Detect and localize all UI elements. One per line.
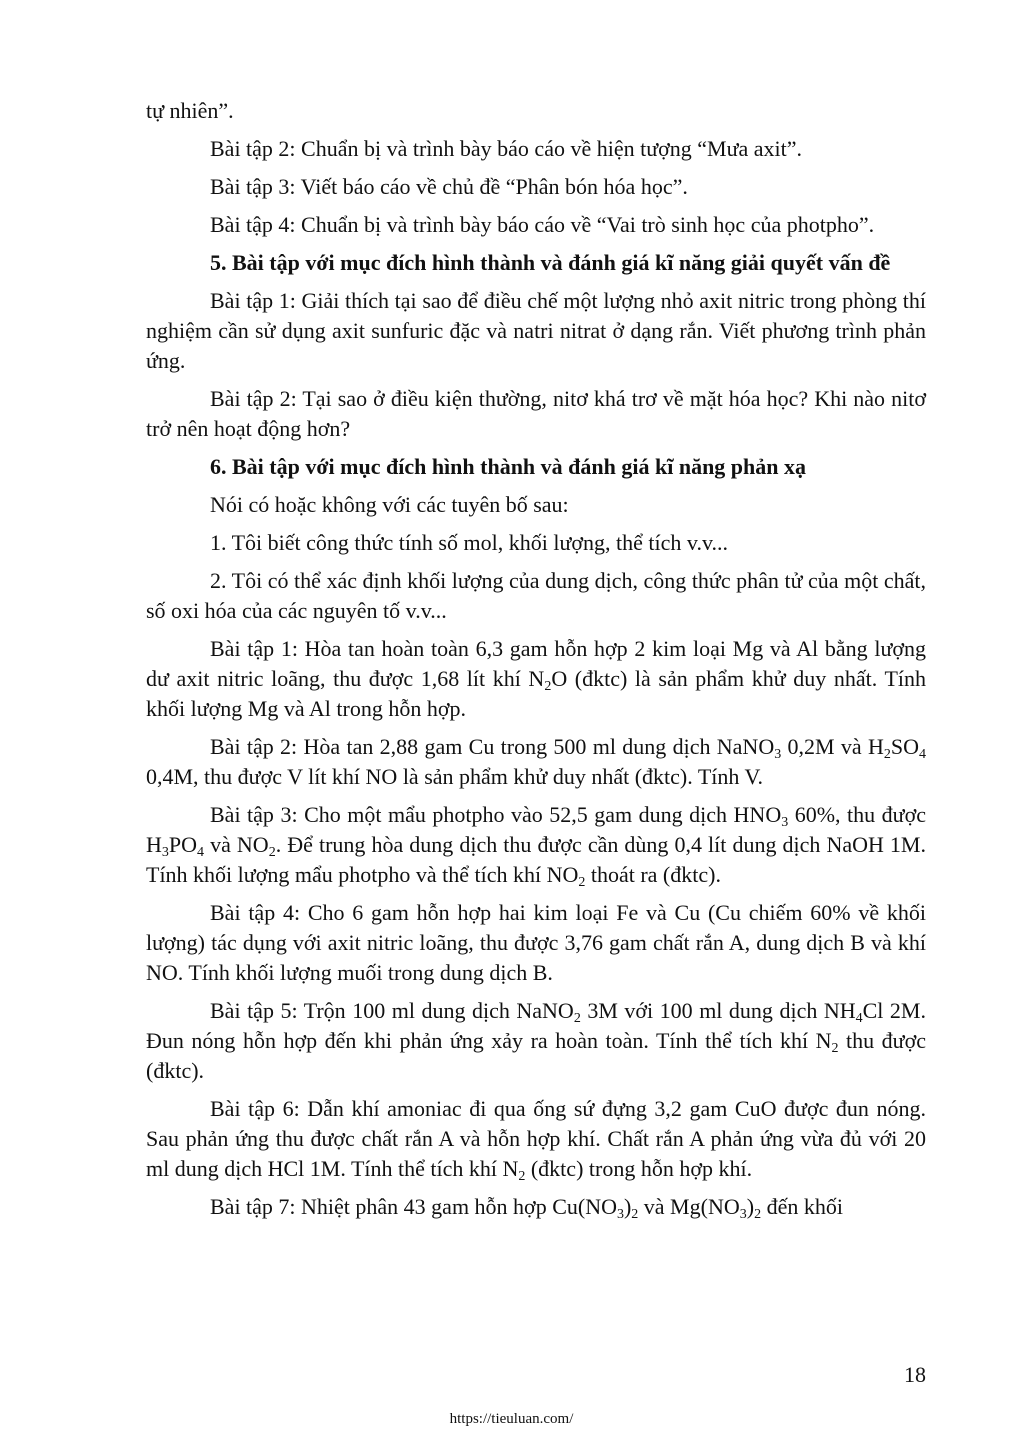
problem-solving-exercise-2: Bài tập 2: Tại sao ở điều kiện thường, nitơ khá trơ về mặt hóa học? Khi nào nitơ trở nên hoạt động hơn? (146, 386, 926, 441)
exercise-2-report: Bài tập 2: Chuẩn bị và trình bày báo cáo về hiện tượng “Mưa axit”. (210, 136, 803, 161)
instruction-line: Nói có hoặc không với các tuyên bố sau: (210, 492, 569, 517)
section-heading-5: 5. Bài tập với mục đích hình thành và đánh giá kĩ năng giải quyết vấn đề (210, 250, 891, 275)
exercise-3-report: Bài tập 3: Viết báo cáo về chủ đề “Phân bón hóa học”. (210, 174, 688, 199)
paragraph-continuation: tự nhiên”. (146, 98, 234, 123)
section-heading-6: 6. Bài tập với mục đích hình thành và đánh giá kĩ năng phản xạ (210, 454, 807, 479)
footer-url: https://tieuluan.com/ (449, 1411, 574, 1427)
reflex-exercise-4: Bài tập 4: Cho 6 gam hỗn hợp hai kim loại Fe và Cu (Cu chiếm 60% về khối lượng) tác dụng với axit nitric loãng, thu được 3,76 gam chất rắn A, dung dịch B và khí NO. Tính khối lượng muối trong dung dịch B. (146, 900, 926, 985)
reflex-exercise-2: Bài tập 2: Hòa tan 2,88 gam Cu trong 500 ml dung dịch NaNO$_3$ 0,2M và $H_2SO_4$ 0,4M, thu được V lít khí NO là sản phẩm khử duy nhất (đktc). Tính V. (146, 734, 926, 789)
document-body (146, 96, 926, 1230)
problem-solving-exercise-1: Bài tập 1: Giải thích tại sao để điều chế một lượng nhỏ axit nitric trong phòng thí nghiệm cần sử dụng axit sunfuric đặc và natri nitrat ở dạng rắn. Viết phương trình phản ứng. (146, 288, 926, 373)
page-number: 18 (904, 1362, 926, 1387)
exercise-4-report: Bài tập 4: Chuẩn bị và trình bày báo cáo về “Vai trò sinh học của photpho”. (210, 212, 875, 237)
reflex-exercise-3: Bài tập 3: Cho một mẩu photpho vào 52,5 gam dung dịch $HNO_3$ 60%, thu được $H_3PO_4$ và $NO_2$. Để trung hòa dung dịch thu được cần dùng 0,4 lít dung dịch NaOH 1M. Tính khối lượng mẩu photpho và thể tích khí $NO_2$ thoát ra (đktc). (146, 802, 927, 890)
reflex-exercise-6: Bài tập 6: Dẫn khí amoniac đi qua ống sứ đựng 3,2 gam CuO được đun nóng. Sau phản ứng thu được chất rắn A và hỗn hợp khí. Chất rắn A phản ứng vừa đủ với 20 ml dung dịch HCl 1M. Tính thể tích khí $N_2$ (đktc) trong hỗn hợp khí. (146, 1096, 926, 1184)
reflex-exercise-1: Bài tập 1: Hòa tan hoàn toàn 6,3 gam hỗn hợp 2 kim loại Mg và Al bằng lượng dư axit nitric loãng, thu được 1,68 lít khí $N_2O$ (đktc) là sản phẩm khử duy nhất. Tính khối lượng Mg và Al trong hỗn hợp. (146, 636, 926, 721)
reflex-exercise-7: Bài tập 7: Nhiệt phân 43 gam hỗn hợp $Cu(NO_3)_2$ và $Mg(NO_3)_2$ đến khối (210, 1194, 843, 1222)
statement-2: 2. Tôi có thể xác định khối lượng của dung dịch, công thức phân tử của một chất, số oxi hóa của các nguyên tố v.v... (146, 568, 926, 623)
statement-1: 1. Tôi biết công thức tính số mol, khối lượng, thể tích v.v... (210, 530, 729, 555)
reflex-exercise-5: Bài tập 5: Trộn 100 ml dung dịch NaNO$_2$ 3M với 100 ml dung dịch $NH_4Cl$ 2M. Đun nóng hỗn hợp đến khi phản ứng xảy ra hoàn toàn. Tính thể tích khí $N_2$ thu được (đktc). (146, 998, 927, 1083)
